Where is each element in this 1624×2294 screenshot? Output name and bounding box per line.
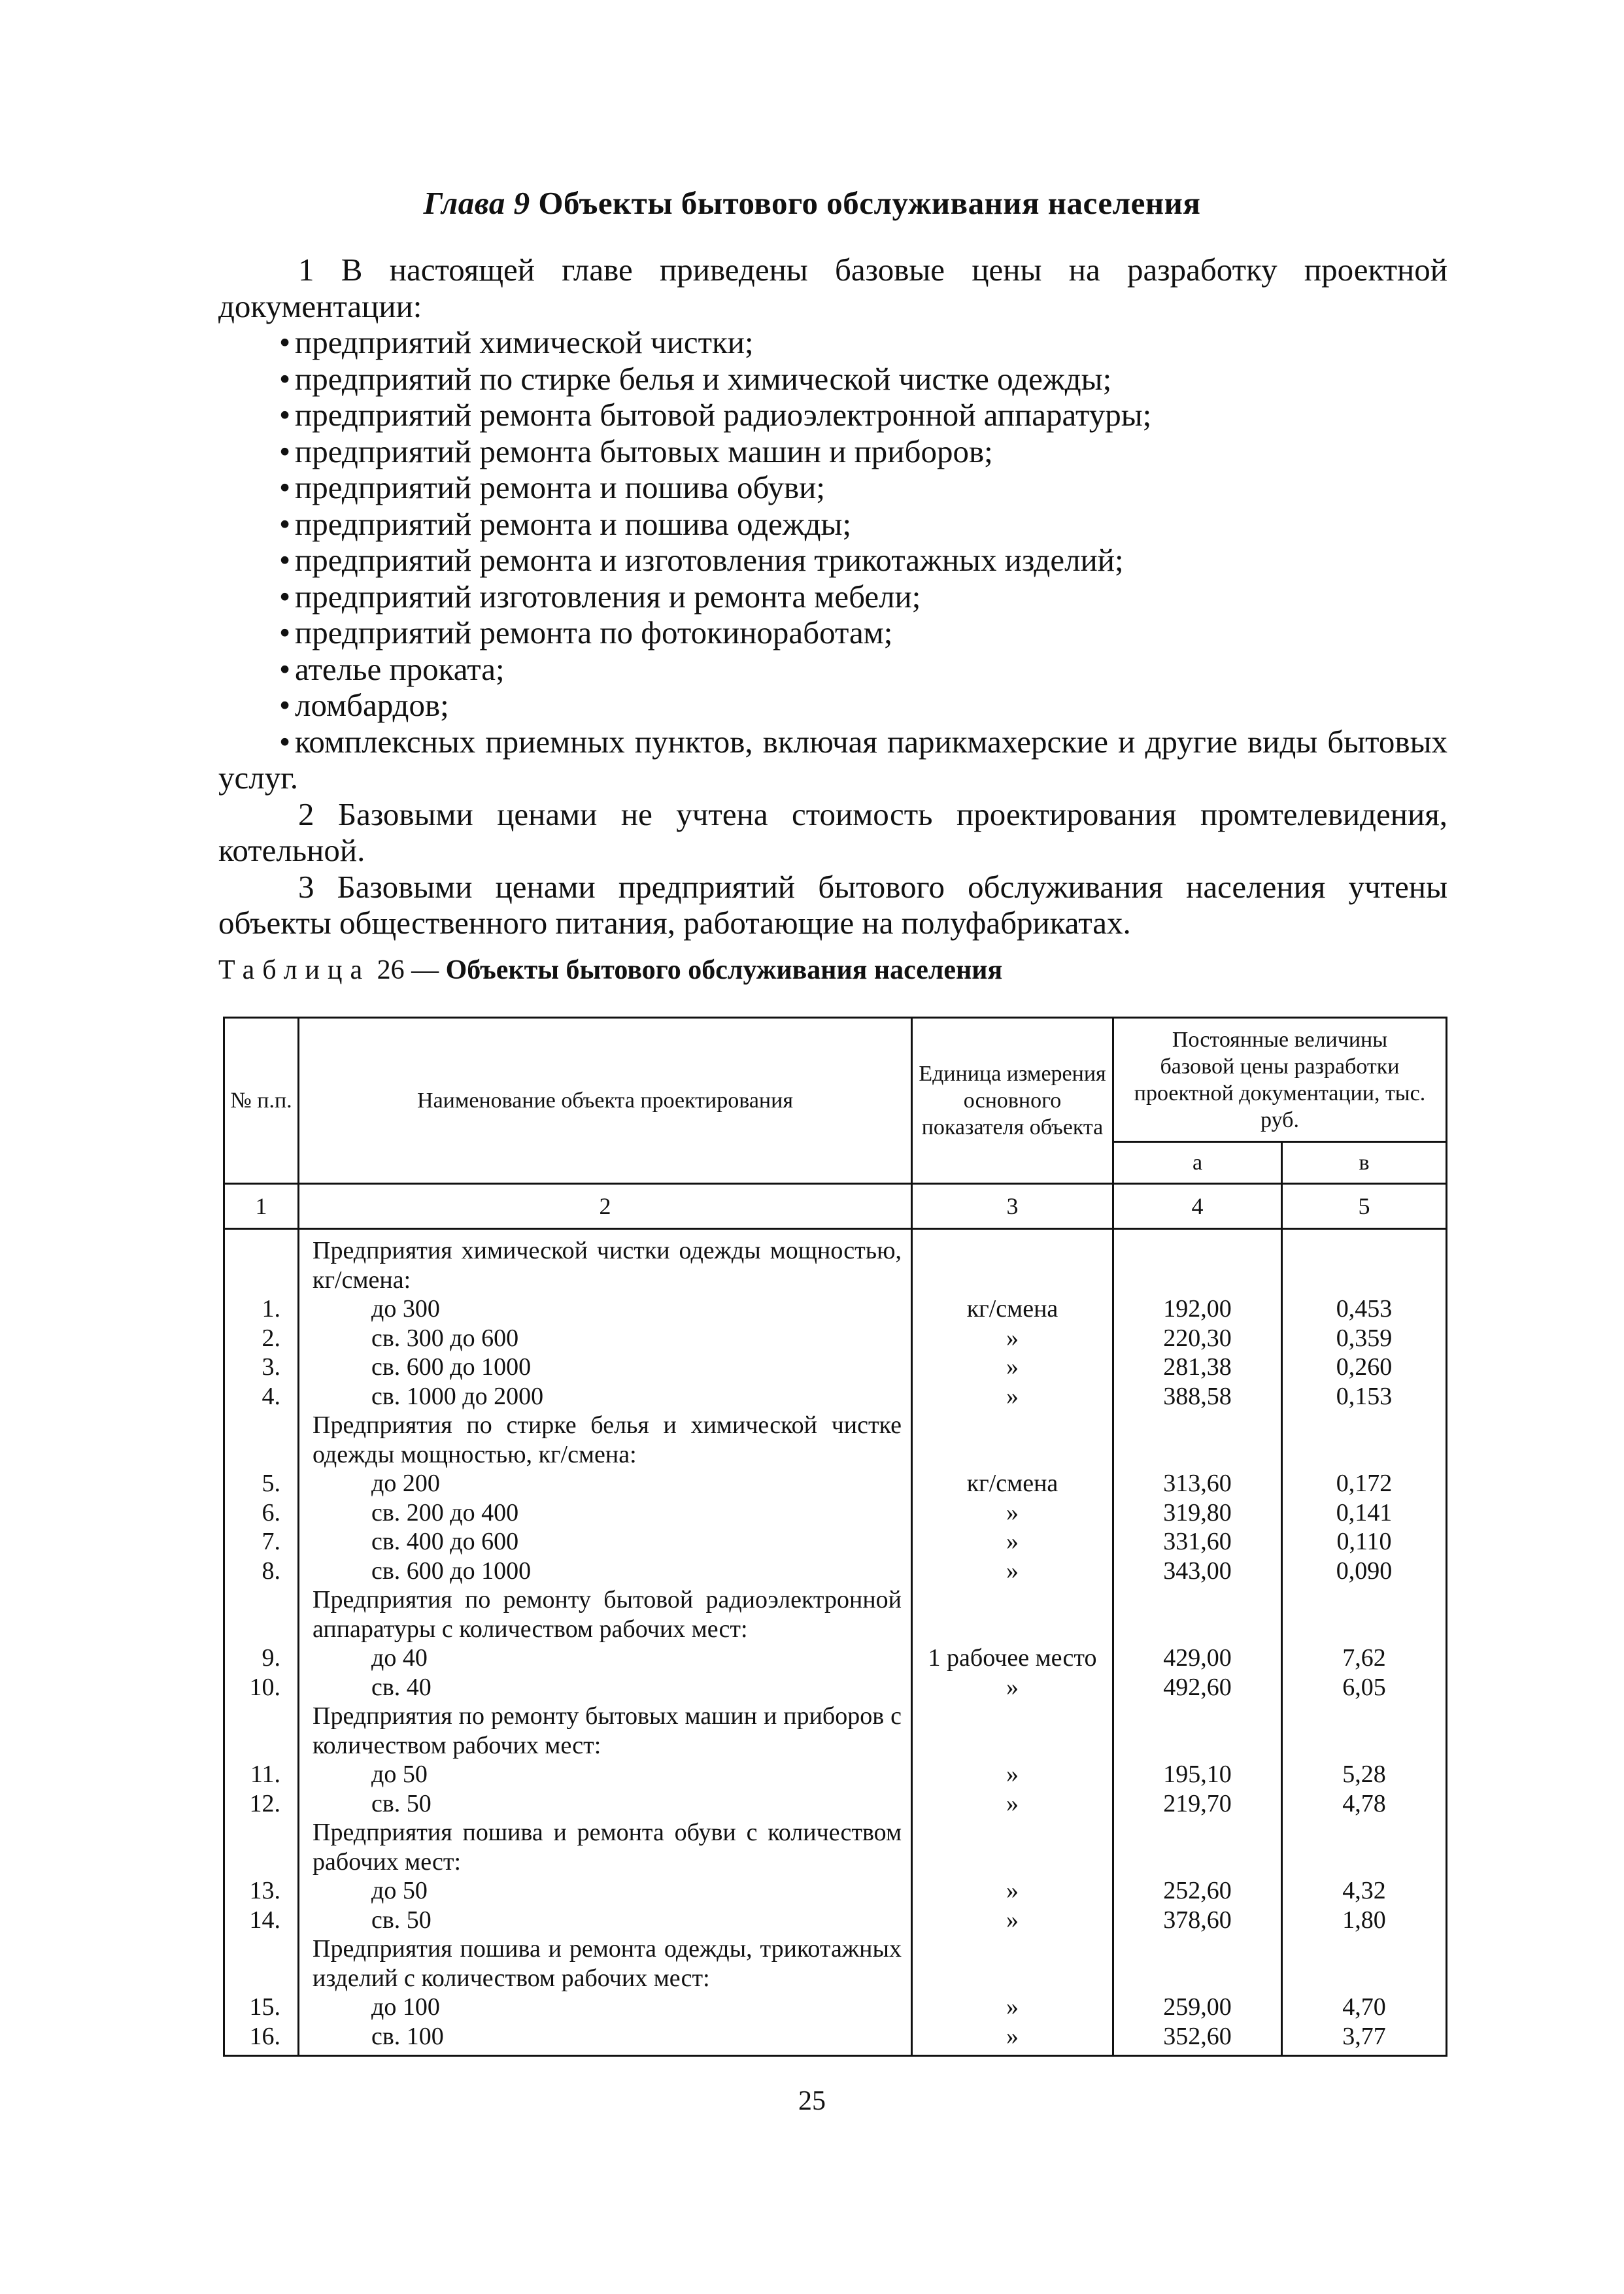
list-item: • предприятий изготовления и ремонта мебели; — [218, 579, 1447, 615]
empty-cell — [912, 1818, 1113, 1876]
group-title — [299, 1818, 912, 1876]
row-value-b: 7,62 — [1282, 1644, 1447, 1673]
row-number: 11. — [224, 1760, 299, 1789]
empty-cell — [1282, 1236, 1447, 1294]
row-name-cell — [299, 1644, 912, 1673]
row-name: св. 100 — [371, 2022, 444, 2050]
row-value-a: 319,80 — [1113, 1498, 1282, 1528]
column-numbers-row — [224, 1184, 1447, 1229]
row-name: до 40 — [371, 1644, 428, 1672]
chapter-label: Глава 9 — [423, 185, 530, 221]
row-value-b: 4,70 — [1282, 1993, 1447, 2022]
row-name: св. 600 до 1000 — [371, 1353, 532, 1381]
row-name-cell — [299, 1324, 912, 1353]
row-name: св. 40 — [371, 1673, 431, 1701]
row-unit: 1 рабочее место — [912, 1644, 1113, 1673]
row-number: 6. — [224, 1498, 299, 1528]
empty-cell — [224, 1934, 299, 1993]
list-item: • предприятий ремонта бытовой радиоэлектронной аппаратуры; — [218, 397, 1447, 433]
empty-cell — [224, 1702, 299, 1760]
spacer-cell — [1113, 1229, 1282, 1237]
row-value-b: 4,32 — [1282, 1876, 1447, 1906]
row-name-cell — [299, 1557, 912, 1586]
group-title — [299, 1236, 912, 1294]
facility-list — [218, 324, 1447, 796]
row-name-cell — [299, 1789, 912, 1819]
intro-text — [218, 252, 1447, 941]
row-number: 1. — [224, 1294, 299, 1324]
group-title — [299, 1934, 912, 1993]
group-title — [299, 1702, 912, 1760]
list-item: • ломбардов; — [218, 687, 1447, 724]
row-value-b: 0,090 — [1282, 1557, 1447, 1586]
row-number: 15. — [224, 1993, 299, 2022]
group-title-text: Предприятия пошива и ремонта одежды, трикотажных изделий с количеством рабочих мест: — [313, 1935, 902, 1992]
empty-cell — [912, 1236, 1113, 1294]
table-caption-title: Объекты бытового обслуживания населения — [445, 955, 1003, 985]
row-name: до 50 — [371, 1761, 428, 1788]
row-number: 12. — [224, 1789, 299, 1819]
header-b: в — [1282, 1142, 1447, 1184]
list-item: • предприятий ремонта и изготовления трикотажных изделий; — [218, 542, 1447, 579]
empty-cell — [224, 1411, 299, 1469]
chapter-title — [0, 184, 1624, 222]
group-title — [299, 1411, 912, 1469]
row-unit: » — [912, 1382, 1113, 1411]
row-value-a: 492,60 — [1113, 1673, 1282, 1702]
empty-cell — [1282, 1934, 1447, 1993]
row-name: св. 300 до 600 — [371, 1324, 519, 1352]
row-unit: » — [912, 1760, 1113, 1789]
table-row — [224, 1906, 1447, 1935]
group-title-row — [224, 1818, 1447, 1876]
header-name: Наименование объекта проектирования — [299, 1018, 912, 1184]
intro-paragraph-3: 3 Базовыми ценами предприятий бытового обслуживания населения учтены объекты общественного питания, работающие на полуфабрикатах. — [218, 868, 1447, 941]
spacer-cell — [1282, 1229, 1447, 1237]
spacer-row — [224, 1229, 1447, 1237]
table-body — [224, 1229, 1447, 2056]
empty-cell — [1113, 1236, 1282, 1294]
row-name-cell — [299, 1294, 912, 1324]
group-title-row — [224, 1702, 1447, 1760]
row-value-a: 352,60 — [1113, 2022, 1282, 2056]
table-caption-word: Таблица — [218, 955, 371, 985]
table-row — [224, 1876, 1447, 1906]
empty-cell — [1113, 1818, 1282, 1876]
list-item: • комплексных приемных пунктов, включая парикмахерские и другие виды бытовых услуг. — [218, 724, 1447, 796]
row-unit: » — [912, 1353, 1113, 1382]
row-number: 10. — [224, 1673, 299, 1702]
row-number: 8. — [224, 1557, 299, 1586]
empty-cell — [1113, 1585, 1282, 1644]
row-name-cell — [299, 1673, 912, 1702]
table-row — [224, 1760, 1447, 1789]
row-value-a: 259,00 — [1113, 1993, 1282, 2022]
empty-cell — [1113, 1934, 1282, 1993]
row-value-a: 429,00 — [1113, 1644, 1282, 1673]
table-row — [224, 1673, 1447, 1702]
row-value-a: 219,70 — [1113, 1789, 1282, 1819]
column-number: 3 — [912, 1184, 1113, 1229]
table-row — [224, 1789, 1447, 1819]
table-row — [224, 1353, 1447, 1382]
row-number: 13. — [224, 1876, 299, 1906]
row-unit: » — [912, 1527, 1113, 1557]
group-title-text: Предприятия по ремонту бытовой радиоэлектронной аппаратуры с количеством рабочих мест: — [313, 1586, 902, 1643]
row-name-cell — [299, 1993, 912, 2022]
header-constants: Постоянные величины базовой цены разработки проектной документации, тыс. руб. — [1113, 1018, 1447, 1142]
empty-cell — [224, 1818, 299, 1876]
table-row — [224, 1498, 1447, 1528]
row-name-cell — [299, 1876, 912, 1906]
row-number: 9. — [224, 1644, 299, 1673]
row-number: 7. — [224, 1527, 299, 1557]
table-row — [224, 1324, 1447, 1353]
row-name-cell — [299, 1469, 912, 1498]
list-item: • предприятий ремонта по фотокиноработам; — [218, 615, 1447, 651]
column-number: 4 — [1113, 1184, 1282, 1229]
row-unit: » — [912, 1498, 1113, 1528]
row-name: до 50 — [371, 1877, 428, 1904]
empty-cell — [1282, 1585, 1447, 1644]
table-row — [224, 2022, 1447, 2056]
table-row — [224, 1644, 1447, 1673]
row-value-a: 192,00 — [1113, 1294, 1282, 1324]
row-unit: » — [912, 1789, 1113, 1819]
row-name: до 300 — [371, 1295, 440, 1323]
group-title-row — [224, 1236, 1447, 1294]
row-name-cell — [299, 1353, 912, 1382]
empty-cell — [1113, 1702, 1282, 1760]
spacer-cell — [912, 1229, 1113, 1237]
empty-cell — [224, 1236, 299, 1294]
row-value-b: 5,28 — [1282, 1760, 1447, 1789]
row-name-cell — [299, 1382, 912, 1411]
page-number: 25 — [798, 2086, 826, 2116]
row-name-cell — [299, 1527, 912, 1557]
intro-paragraph-2: 2 Базовыми ценами не учтена стоимость проектирования промтелевидения, котельной. — [218, 796, 1447, 868]
row-number: 16. — [224, 2022, 299, 2056]
row-value-a: 220,30 — [1113, 1324, 1282, 1353]
empty-cell — [912, 1702, 1113, 1760]
group-title-text: Предприятия пошива и ремонта обуви с количеством рабочих мест: — [313, 1819, 902, 1876]
row-name-cell — [299, 1906, 912, 1935]
empty-cell — [912, 1585, 1113, 1644]
group-title-row — [224, 1585, 1447, 1644]
group-title-text: Предприятия по стирке белья и химической чистке одежды мощностью, кг/смена: — [313, 1411, 902, 1468]
row-value-b: 0,172 — [1282, 1469, 1447, 1498]
row-value-b: 0,141 — [1282, 1498, 1447, 1528]
row-name-cell — [299, 1760, 912, 1789]
row-unit: » — [912, 1906, 1113, 1935]
empty-cell — [1113, 1411, 1282, 1469]
empty-cell — [1282, 1818, 1447, 1876]
row-number: 14. — [224, 1906, 299, 1935]
row-value-a: 313,60 — [1113, 1469, 1282, 1498]
row-value-a: 343,00 — [1113, 1557, 1282, 1586]
prices-table — [223, 1017, 1447, 2057]
row-unit: » — [912, 1876, 1113, 1906]
header-num: № п.п. — [224, 1018, 299, 1184]
column-number: 2 — [299, 1184, 912, 1229]
empty-cell — [912, 1411, 1113, 1469]
empty-cell — [224, 1585, 299, 1644]
row-name: св. 600 до 1000 — [371, 1557, 532, 1585]
column-number: 1 — [224, 1184, 299, 1229]
row-name: до 100 — [371, 1993, 440, 2021]
table-row — [224, 1527, 1447, 1557]
row-value-b: 0,260 — [1282, 1353, 1447, 1382]
row-name: до 200 — [371, 1470, 440, 1497]
list-item: • предприятий по стирке белья и химической чистке одежды; — [218, 361, 1447, 397]
spacer-cell — [224, 1229, 299, 1237]
row-name: св. 50 — [371, 1906, 431, 1934]
row-value-b: 0,110 — [1282, 1527, 1447, 1557]
table-row — [224, 1294, 1447, 1324]
row-value-b: 3,77 — [1282, 2022, 1447, 2056]
row-unit: кг/смена — [912, 1294, 1113, 1324]
group-title — [299, 1585, 912, 1644]
row-unit: » — [912, 2022, 1113, 2056]
empty-cell — [1282, 1411, 1447, 1469]
group-title-row — [224, 1411, 1447, 1469]
row-value-a: 331,60 — [1113, 1527, 1282, 1557]
table-caption — [218, 954, 1002, 986]
group-title-text: Предприятия химической чистки одежды мощностью, кг/смена: — [313, 1237, 902, 1294]
header-unit: Единица измерения основного показателя объекта — [912, 1018, 1113, 1184]
list-item: • предприятий ремонта бытовых машин и приборов; — [218, 433, 1447, 470]
list-item: • предприятий ремонта и пошива одежды; — [218, 506, 1447, 543]
row-number: 3. — [224, 1353, 299, 1382]
header-a: а — [1113, 1142, 1282, 1184]
list-item: • предприятий химической чистки; — [218, 324, 1447, 361]
table-row — [224, 1557, 1447, 1586]
spacer-cell — [299, 1229, 912, 1237]
empty-cell — [1282, 1702, 1447, 1760]
row-number: 5. — [224, 1469, 299, 1498]
row-value-a: 195,10 — [1113, 1760, 1282, 1789]
row-value-b: 6,05 — [1282, 1673, 1447, 1702]
row-value-b: 4,78 — [1282, 1789, 1447, 1819]
row-name: св. 1000 до 2000 — [371, 1382, 544, 1410]
row-value-a: 388,58 — [1113, 1382, 1282, 1411]
list-item: • ателье проката; — [218, 651, 1447, 688]
row-name: св. 50 — [371, 1789, 431, 1817]
column-number: 5 — [1282, 1184, 1447, 1229]
row-unit: » — [912, 1673, 1113, 1702]
row-value-a: 281,38 — [1113, 1353, 1282, 1382]
table-row — [224, 1993, 1447, 2022]
list-item: • предприятий ремонта и пошива обуви; — [218, 469, 1447, 506]
empty-cell — [912, 1934, 1113, 1993]
row-value-b: 0,453 — [1282, 1294, 1447, 1324]
row-value-b: 0,359 — [1282, 1324, 1447, 1353]
intro-paragraph-1: 1 В настоящей главе приведены базовые цены на разработку проектной документации: — [218, 252, 1447, 324]
group-title-row — [224, 1934, 1447, 1993]
table-caption-number: 26 — — [377, 955, 439, 985]
table-row — [224, 1382, 1447, 1411]
row-value-b: 0,153 — [1282, 1382, 1447, 1411]
group-title-text: Предприятия по ремонту бытовых машин и приборов с количеством рабочих мест: — [313, 1702, 902, 1759]
row-value-a: 378,60 — [1113, 1906, 1282, 1935]
table-row — [224, 1469, 1447, 1498]
row-number: 2. — [224, 1324, 299, 1353]
row-unit: кг/смена — [912, 1469, 1113, 1498]
row-name: св. 200 до 400 — [371, 1498, 519, 1527]
row-value-b: 1,80 — [1282, 1906, 1447, 1935]
row-value-a: 252,60 — [1113, 1876, 1282, 1906]
row-name-cell — [299, 2022, 912, 2056]
row-unit: » — [912, 1324, 1113, 1353]
row-unit: » — [912, 1557, 1113, 1586]
row-name-cell — [299, 1498, 912, 1528]
row-number: 4. — [224, 1382, 299, 1411]
row-name: св. 400 до 600 — [371, 1528, 519, 1555]
row-unit: » — [912, 1993, 1113, 2022]
chapter-name: Объекты бытового обслуживания населения — [538, 185, 1201, 221]
